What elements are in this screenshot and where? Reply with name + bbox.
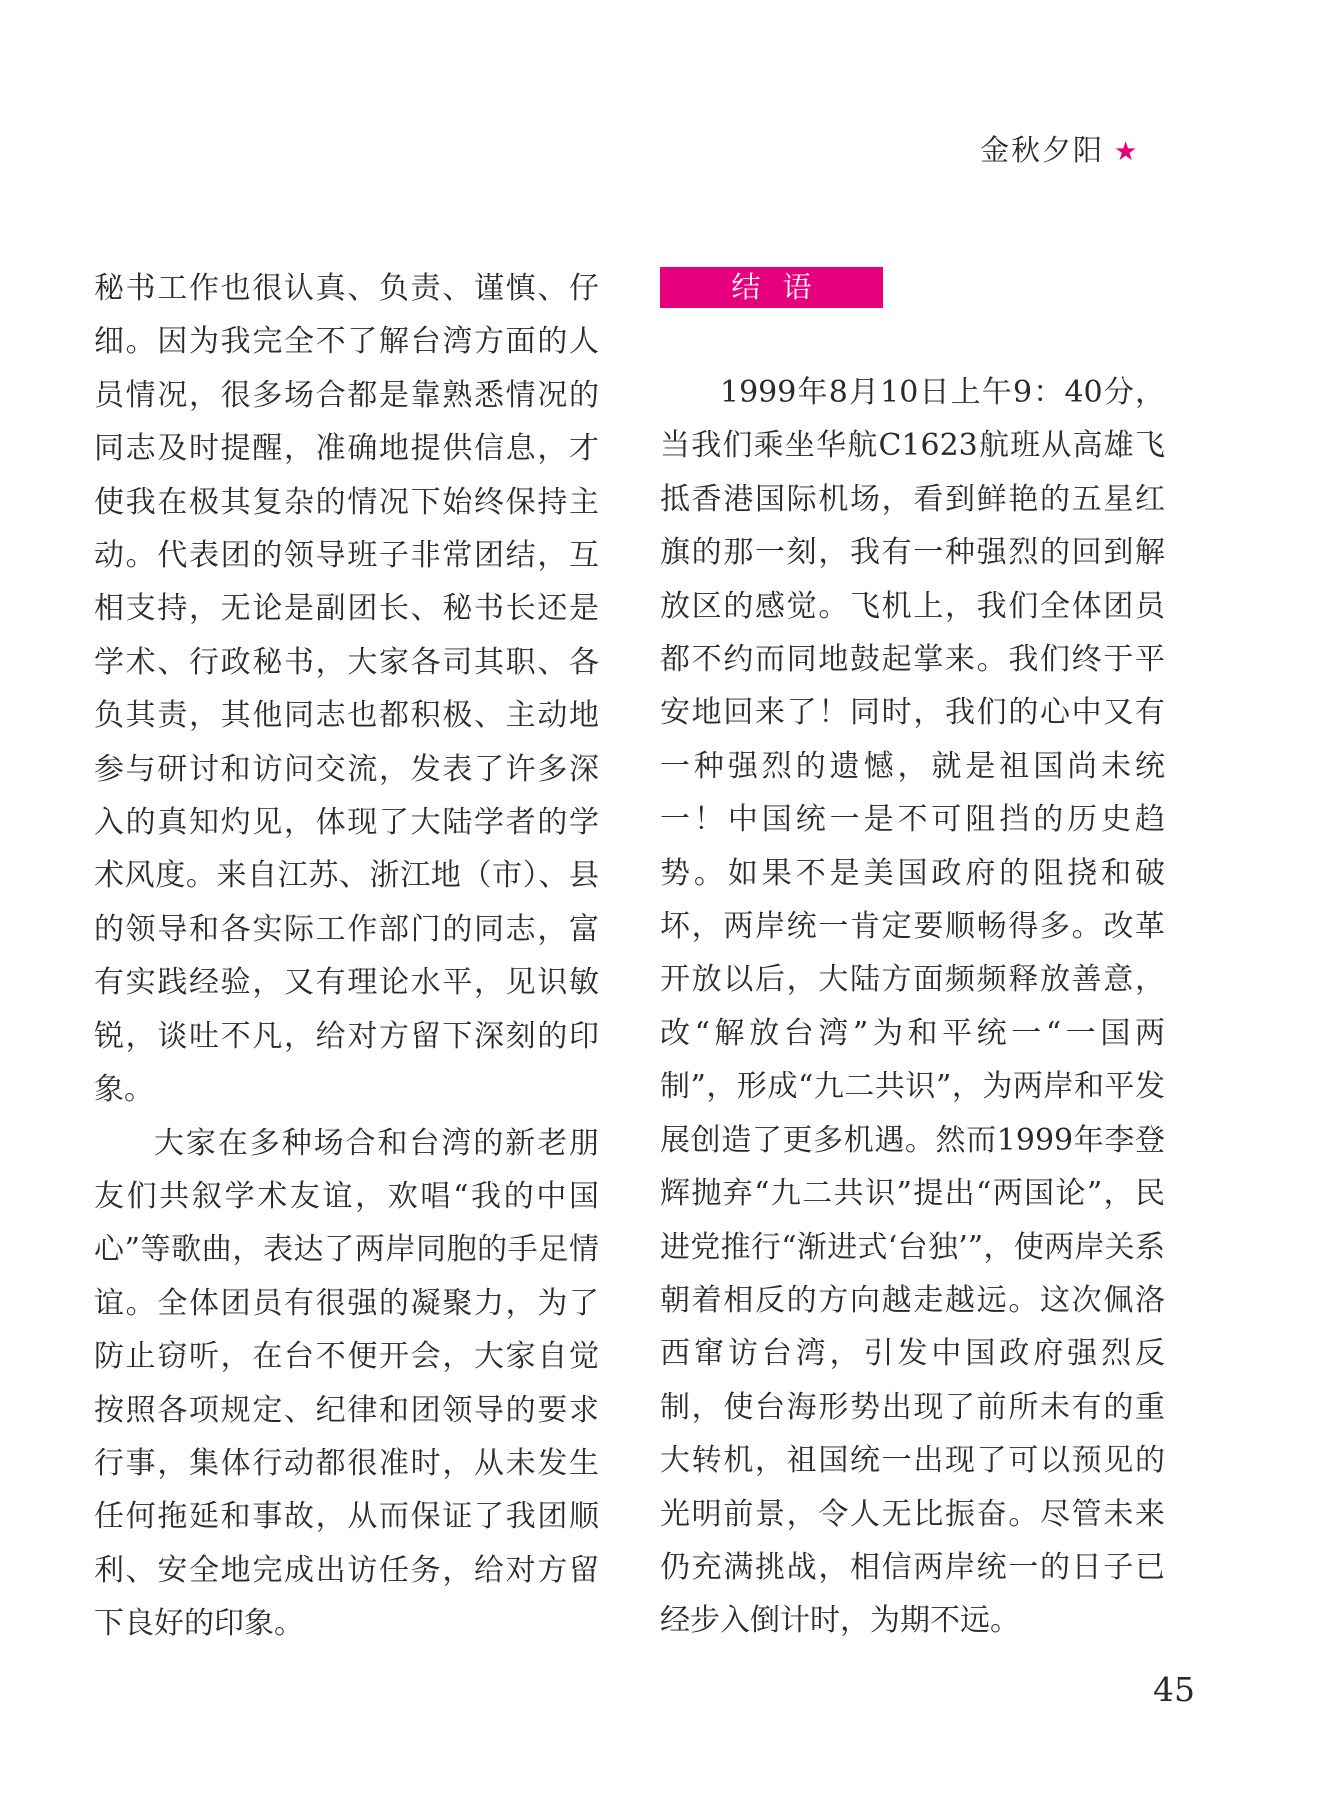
right-column (660, 262, 1165, 1648)
star-icon: ★ (1114, 137, 1140, 167)
section-heading: 结语 (660, 267, 883, 308)
page-number: 45 (1153, 1670, 1195, 1709)
header-title: 金秋夕阳 (980, 133, 1105, 167)
left-column (94, 262, 599, 1651)
running-header (980, 128, 1139, 169)
left-paragraph-1: 秘书工作也很认真、负责、谨慎、仔细。因为我完全不了解台湾方面的人员情况，很多场合都是靠熟悉情况的同志及时提醒，准确地提供信息，才使我在极其复杂的情况下始终保持主动。代表团的领导班子非常团结，互相支持，无论是副团长、秘书长还是学术、行政秘书，大家各司其职、各负其责，其他同志也都积极、主动地参与研讨和访问交流，发表了许多深入的真知灼见，体现了大陆学者的学术风度。来自江苏、浙江地（市）、县的领导和各实际工作部门的同志，富有实践经验，又有理论水平，见识敏锐，谈吐不凡，给对方留下深刻的印象。 (94, 271, 599, 1108)
left-paragraph-2: 大家在多种场合和台湾的新老朋友们共叙学术友谊，欢唱“我的中国心”等歌曲，表达了两岸同胞的手足情谊。全体团员有很强的凝聚力，为了防止窃听，在台不便开会，大家自觉按照各项规定、纪律和团领导的要求行事，集体行动都很准时，从未发生任何拖延和事故，从而保证了我团顺利、安全地完成出访任务，给对方留下良好的印象。 (94, 1125, 599, 1642)
right-paragraph-1: 1999年8月10日上午9：40分，当我们乘坐华航C1623航班从高雄飞抵香港国际机场，看到鲜艳的五星红旗的那一刻，我有一种强烈的回到解放区的感觉。飞机上，我们全体团员都不约而同地鼓起掌来。我们终于平安地回来了！同时，我们的心中又有一种强烈的遗憾，就是祖国尚未统一！中国统一是不可阻挡的历史趋势。如果不是美国政府的阻挠和破坏，两岸统一肯定要顺畅得多。改革开放以后，大陆方面频频释放善意，改“解放台湾”为和平统一“一国两制”，形成“九二共识”，为两岸和平发展创造了更多机遇。然而1999年李登辉抛弃“九二共识”提出“两国论”，民进党推行“渐进式‘台独’”，使两岸关系朝着相反的方向越走越远。这次佩洛西窜访台湾，引发中国政府强烈反制，使台海形势出现了前所未有的重大转机，祖国统一出现了可以预见的光明前景，令人无比振奋。尽管未来仍充满挑战，相信两岸统一的日子已经步入倒计时，为期不远。 (660, 375, 1165, 1639)
